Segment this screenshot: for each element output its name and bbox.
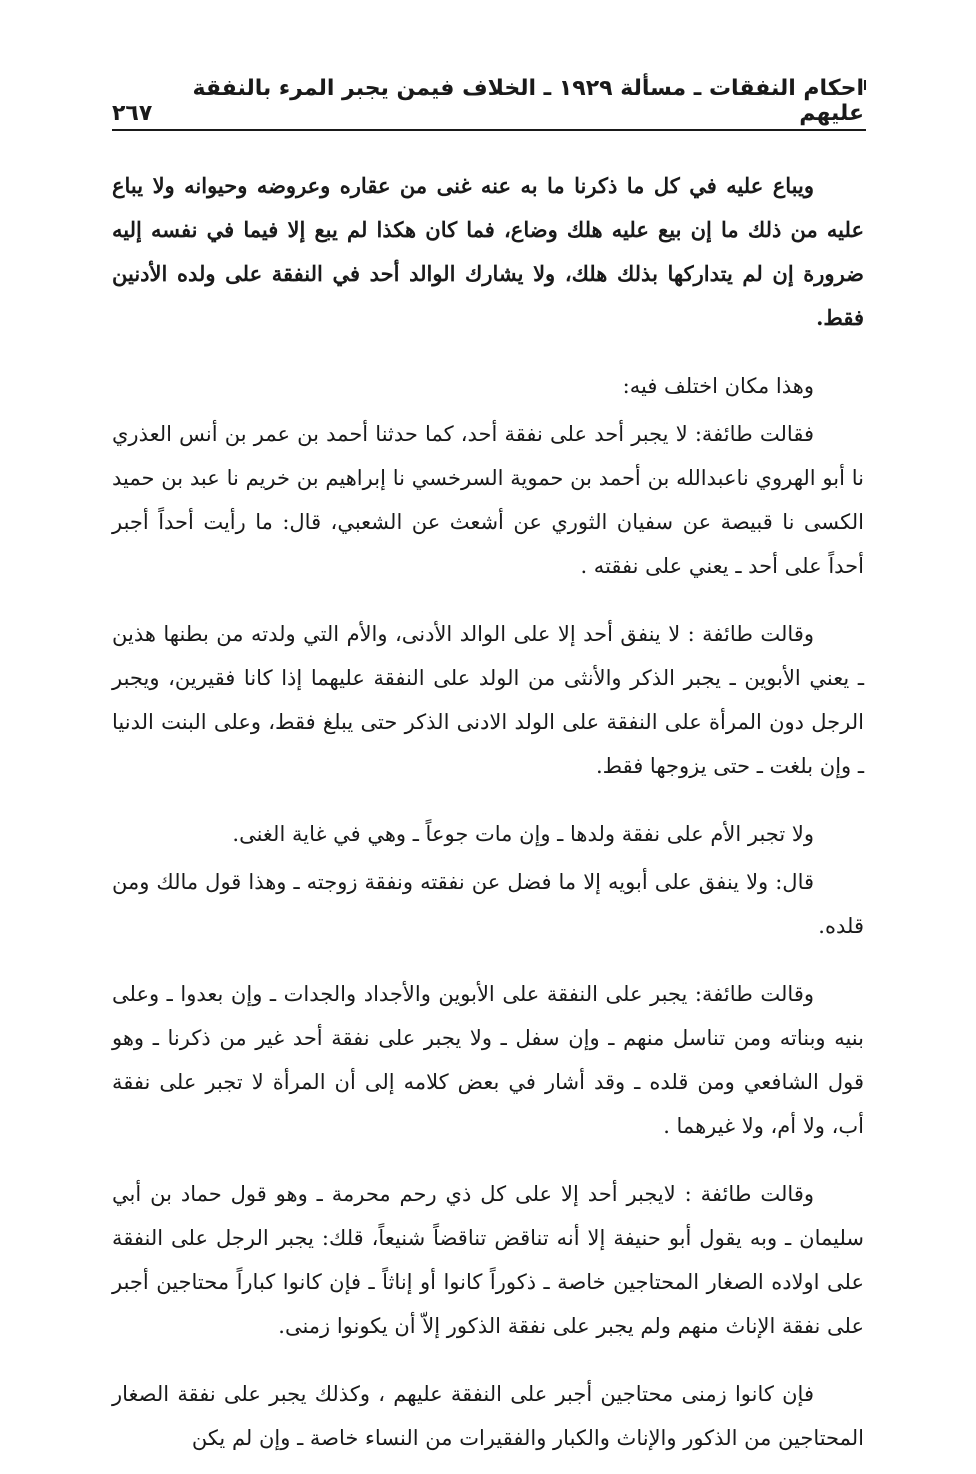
paragraph-continuation: فإن كانوا زمنى محتاجين أجبر على النفقة عليهم ، وكذلك يجبر على نفقة الصغار المحتاجين من الذكور والإناث والكبار والفقيرات من النساء خاصة ـ وإن لم يكن [112, 1382, 864, 1450]
body-text [112, 164, 864, 1474]
page-number: ٢٦٧ [112, 101, 153, 126]
paragraph-rule: ويباع عليه في كل ما ذكرنا ما به عنه غنى من عقاره وعروضه وحيوانه ولا يباع عليه من ذلك ما إن بيع عليه هلك وضاع، فما كان هكذا لم يبع إلا فيما في نفسه إليه ضرورة إن لم يتداركها بذلك هلك، ولا يشارك الوالد أحد في النفقة على ولده الأدنين فقط. [112, 173, 864, 330]
paragraph-malik: قال: ولا ينفق على أبويه إلا ما فضل عن نفقته ونفقة زوجته ـ وهذا قول مالك ومن قلده. [112, 870, 864, 938]
paragraph-opinion-4: وقالت طائفة : لايجبر أحد إلا على كل ذي رحم محرمة ـ وهو قول حماد بن أبي سليمان ـ وبه يقول أبو حنيفة إلا أنه تناقض تناقضاً شنيعاً، قلك: يجبر الرجل على النفقة على اولاده الصغار المحتاجين خاصة ـ ذكوراً كانوا أو إناثاً ـ فإن كانوا كباراً محتاجين أجبر على نفقة الإناث منهم ولم يجبر على نفقة الذكور إلاّ أن يكونوا زمنى. [112, 1182, 864, 1338]
running-header [112, 76, 864, 126]
paragraph-mother: ولا تجبر الأم على نفقة ولدها ـ وإن مات جوعاً ـ وهي في غاية الغنى. [232, 822, 814, 846]
paragraph-opinion-1: فقالت طائفة: لا يجبر أحد على نفقة أحد، كما حدثنا أحمد بن عمر بن أنس العذري نا أبو الهروي ناعبدالله بن أحمد بن حموية السرخسي نا إبراهيم بن خريم نا عبد بن حميد الكسى نا قبيصة عن سفيان الثوري عن أشعث عن الشعبي، قال: ما رأيت أحداً أجبر أحداً على أحد ـ يعني على نفقته . [112, 422, 864, 578]
header-rule [112, 129, 866, 131]
paragraph-opinion-2: وقالت طائفة : لا ينفق أحد إلا على الوالد الأدنى، والأم التي ولدته من بطنها هذين ـ يعني الأبوين ـ يجبر الذكر والأنثى من الولد على النفقة عليهما إذا كانا فقيرين، ويجبر الرجل دون المرأة على النفقة على الولد الادنى الذكر حتى يبلغ فقط، وعلى البنت الدنيا ـ وإن بلغت ـ حتى يزوجها فقط. [112, 622, 864, 778]
paragraph-intro: وهذا مكان اختلف فيه: [622, 374, 814, 398]
running-header-title: احكام النفقات ـ مسألة ١٩٢٩ ـ الخلاف فيمن يجبر المرء بالنفقة عليهم [192, 76, 864, 126]
paragraph-opinion-3: وقالت طائفة: يجبر على النفقة على الأبوين والأجداد والجدات ـ وإن بعدوا ـ وعلى بنيه وبناته ومن تناسل منهم ـ وإن سفل ـ ولا يجبر على نفقة أحد غير من ذكرنا ـ وهو قول الشافعي ومن قلده ـ وقد أشار في بعض كلامه إلى أن المرأة لا تجبر على نفقة أب، ولا أم، ولا غيرهما . [112, 982, 864, 1138]
page-corner-mark [864, 80, 866, 90]
